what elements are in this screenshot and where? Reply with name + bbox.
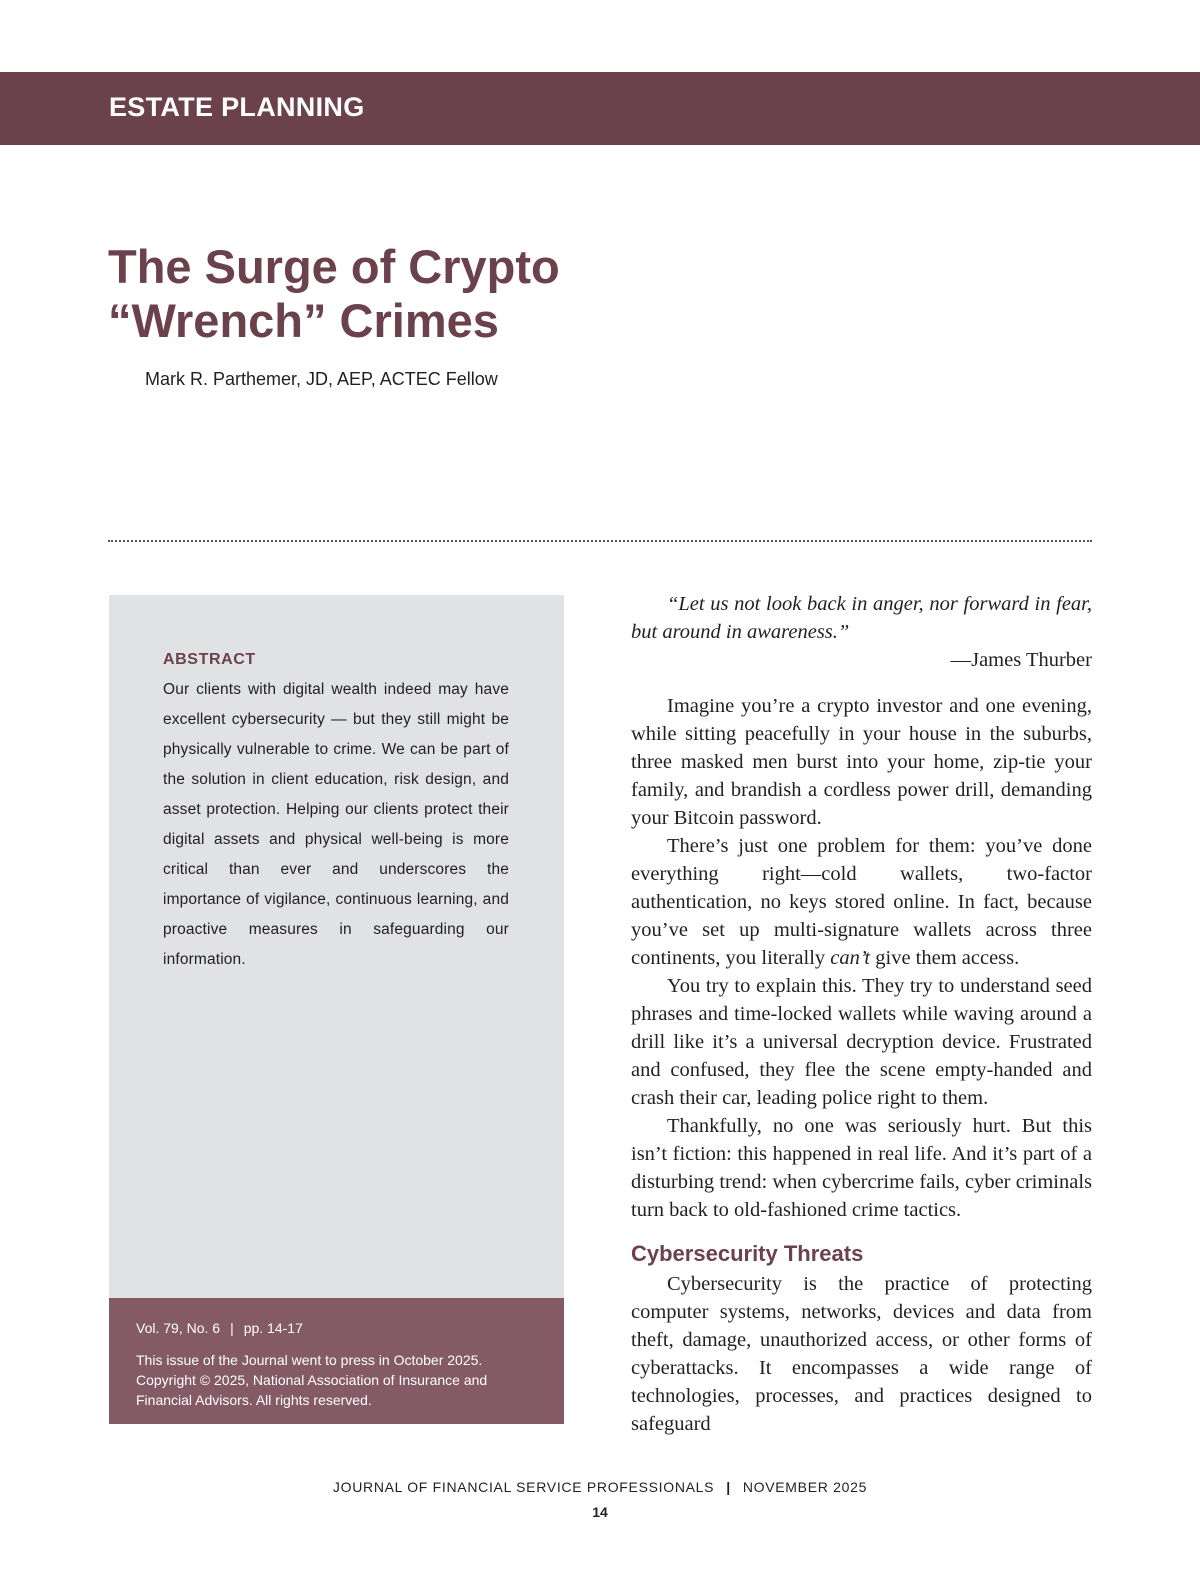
volume-number: Vol. 79, No. 6 — [136, 1320, 221, 1336]
page-number: 14 — [592, 1504, 608, 1520]
epigraph-attribution: —James Thurber — [950, 649, 1092, 671]
epigraph-quote: “Let us not look back in anger, nor forward in fear, but around in awareness.” — [631, 593, 1092, 643]
abstract-text: Our clients with digital wealth indeed may have excellent cybersecurity — but they still might be physically vulnerable to crime. We can be part of the solution in client education, risk design, and asset protection. Helping our clients protect their digital assets and physical well-being is more critical than ever and underscores the importance of vigilance, continuous learning, and proactive measures in safeguarding our information. — [163, 681, 509, 968]
body-paragraph-2 — [631, 832, 1092, 972]
article-author: Mark R. Parthemer, JD, AEP, ACTEC Fellow — [145, 369, 498, 389]
section-label: ESTATE PLANNING — [109, 92, 365, 122]
journal-name: JOURNAL OF FINANCIAL SERVICE PROFESSIONALS — [332, 1479, 715, 1495]
article-body — [631, 590, 1092, 1438]
copyright-note: Copyright © 2025, National Association of Insurance and Financial Advisors. All rights reserved. — [136, 1372, 488, 1408]
issue-info-panel — [109, 1298, 564, 1424]
volume-separator: | — [230, 1320, 234, 1336]
section-subheading: Cybersecurity Threats — [631, 1241, 864, 1266]
section-header-bar — [0, 72, 1200, 145]
article-title — [108, 240, 560, 348]
article-title-line-1: The Surge of Crypto — [108, 240, 560, 293]
body-paragraph-2-start: There’s just one problem for them: you’ve done everything right—cold wallets, two-factor authentication, no keys stored online. In fact, because you’ve set up multi-signature wallets across three continents, you literally — [631, 835, 1092, 969]
abstract-heading: ABSTRACT — [163, 651, 256, 668]
body-paragraph-2-emphasis: can’t — [830, 947, 871, 969]
body-paragraph-2-end: give them access. — [870, 947, 1020, 969]
dotted-divider — [108, 540, 1092, 542]
running-footer — [0, 1479, 1200, 1495]
body-paragraph-4: Thankfully, no one was seriously hurt. But this isn’t fiction: this happened in real life. And it’s part of a disturbing trend: when cybercrime fails, cyber criminals turn back to old-fashioned crime tactics. — [631, 1115, 1092, 1221]
press-date-note: This issue of the Journal went to press in October 2025. — [136, 1352, 483, 1368]
page-range: pp. 14-17 — [243, 1320, 303, 1336]
volume-line — [136, 1320, 303, 1336]
footer-separator: | — [726, 1479, 731, 1495]
press-note — [136, 1350, 546, 1410]
body-paragraph-3: You try to explain this. They try to understand seed phrases and time-locked wallets while waving around a drill like it’s a universal decryption device. Frustrated and confused, they flee the scene empty-handed and crash their car, leading police right to them. — [631, 975, 1092, 1109]
abstract-panel — [109, 595, 564, 1298]
article-title-line-2: “Wrench” Crimes — [108, 294, 499, 347]
issue-date: NOVEMBER 2025 — [742, 1479, 868, 1495]
body-paragraph-1: Imagine you’re a crypto investor and one evening, while sitting peacefully in your house in the suburbs, three masked men burst into your home, zip-tie your family, and brandish a cordless power drill, demanding your Bitcoin password. — [631, 695, 1092, 829]
body-paragraph-5: Cybersecurity is the practice of protecting computer systems, networks, devices and data from theft, damage, unauthorized access, or other forms of cyberattacks. It encompasses a wide range of technologies, processes, and practices designed to safeguard — [631, 1273, 1092, 1435]
